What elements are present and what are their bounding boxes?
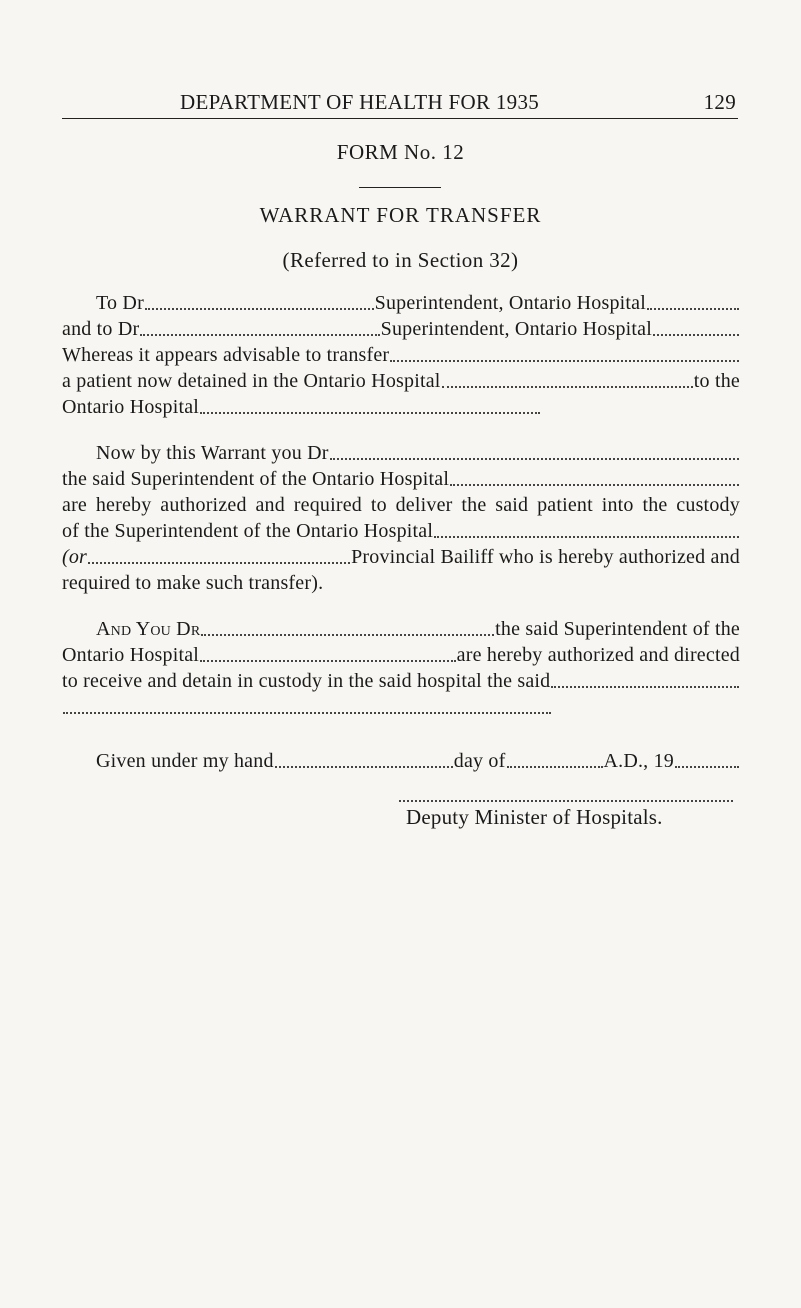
word: patient <box>537 494 593 516</box>
fill-blank <box>145 308 374 310</box>
fill-blank <box>201 634 494 636</box>
fill-blank <box>507 766 603 768</box>
fill-blank <box>275 766 453 768</box>
word: the <box>642 494 668 516</box>
and-you-text: And You Dr <box>96 618 201 640</box>
section-reference: (Referred to in Section 32) <box>282 248 519 272</box>
divider <box>359 187 441 188</box>
auth-line-6 <box>62 570 740 596</box>
address-superintendent-label-2: Superintendent, Ontario Hospital <box>380 318 652 340</box>
word: authorized <box>160 494 247 516</box>
auth-line-4 <box>62 518 740 544</box>
word: required <box>293 494 363 516</box>
fill-blank <box>551 686 739 688</box>
address-line-5 <box>62 394 740 420</box>
fill-blank <box>675 766 739 768</box>
word: to <box>370 494 387 516</box>
destination-hospital-text: Ontario Hospital <box>62 396 200 418</box>
or-text: (or <box>62 546 88 568</box>
to-the-text: to the <box>693 370 740 392</box>
word: and <box>255 494 285 516</box>
word: hereby <box>95 494 152 516</box>
ad-year-text: A.D., 19 <box>603 750 674 772</box>
word: into <box>601 494 634 516</box>
fill-blank <box>390 360 739 362</box>
address-line-1 <box>96 290 740 316</box>
page-header <box>62 88 738 119</box>
header-title: DEPARTMENT OF HEALTH FOR 1935 <box>180 90 540 114</box>
patient-detained-text: a patient now detained in the Ontario Hospital <box>62 370 441 392</box>
reception-line-2 <box>62 642 740 668</box>
word: deliver <box>395 494 453 516</box>
fill-blank <box>140 334 379 336</box>
fill-blank <box>200 412 540 414</box>
fill-blank <box>200 660 456 662</box>
reception-line-3 <box>62 668 740 694</box>
address-superintendent-label: Superintendent, Ontario Hospital <box>374 292 646 314</box>
now-by-warrant-text: Now by this Warrant you Dr <box>96 442 329 464</box>
page-number: 129 <box>703 90 736 114</box>
provincial-bailiff-text: Provincial Bailiff who is hereby authorized and <box>351 546 740 568</box>
said-superintendent-text: the said Superintendent of the Ontario Hospital <box>62 468 450 490</box>
address-to-label: To Dr <box>96 292 144 314</box>
given-under-hand-text: Given under my hand <box>96 750 274 772</box>
fill-blank <box>63 712 551 714</box>
day-of-text: day of <box>453 750 506 772</box>
word: said <box>495 494 529 516</box>
said-superintendent-of-text: the said Superintendent of the <box>495 618 740 640</box>
fill-blank <box>330 458 739 460</box>
auth-line-2 <box>62 466 740 492</box>
word: custody <box>676 494 740 516</box>
reception-line-4 <box>62 694 740 720</box>
signature-blank <box>399 800 733 802</box>
word: are <box>62 494 88 516</box>
auth-line-1 <box>96 440 740 466</box>
fill-blank <box>647 308 739 310</box>
whereas-text: Whereas it appears advisable to transfer <box>62 344 390 366</box>
auth-line-5 <box>62 544 740 570</box>
required-transfer-text: required to make such transfer). <box>62 572 324 594</box>
fill-blank <box>442 386 693 388</box>
auth-line-3 <box>62 492 740 518</box>
address-and-to-label: and to Dr <box>62 318 140 340</box>
fill-blank <box>88 562 350 564</box>
address-line-4 <box>62 368 740 394</box>
fill-blank <box>653 334 739 336</box>
warrant-title: WARRANT FOR TRANSFER <box>259 203 542 227</box>
reception-line-1 <box>96 616 740 642</box>
form-number: FORM No. 12 <box>336 140 465 164</box>
address-line-3 <box>62 342 740 368</box>
fill-blank <box>450 484 739 486</box>
fill-blank <box>434 536 739 538</box>
address-line-2 <box>62 316 740 342</box>
of-superintendent-text: of the Superintendent of the Ontario Hospital <box>62 520 434 542</box>
receive-detain-text: to receive and detain in custody in the said hospital the said <box>62 670 551 692</box>
authorized-directed-text: are hereby authorized and directed <box>456 644 740 666</box>
word: the <box>461 494 487 516</box>
ontario-hospital-text: Ontario Hospital <box>62 644 200 666</box>
given-line <box>96 748 740 774</box>
signature-title: Deputy Minister of Hospitals. <box>406 805 663 829</box>
